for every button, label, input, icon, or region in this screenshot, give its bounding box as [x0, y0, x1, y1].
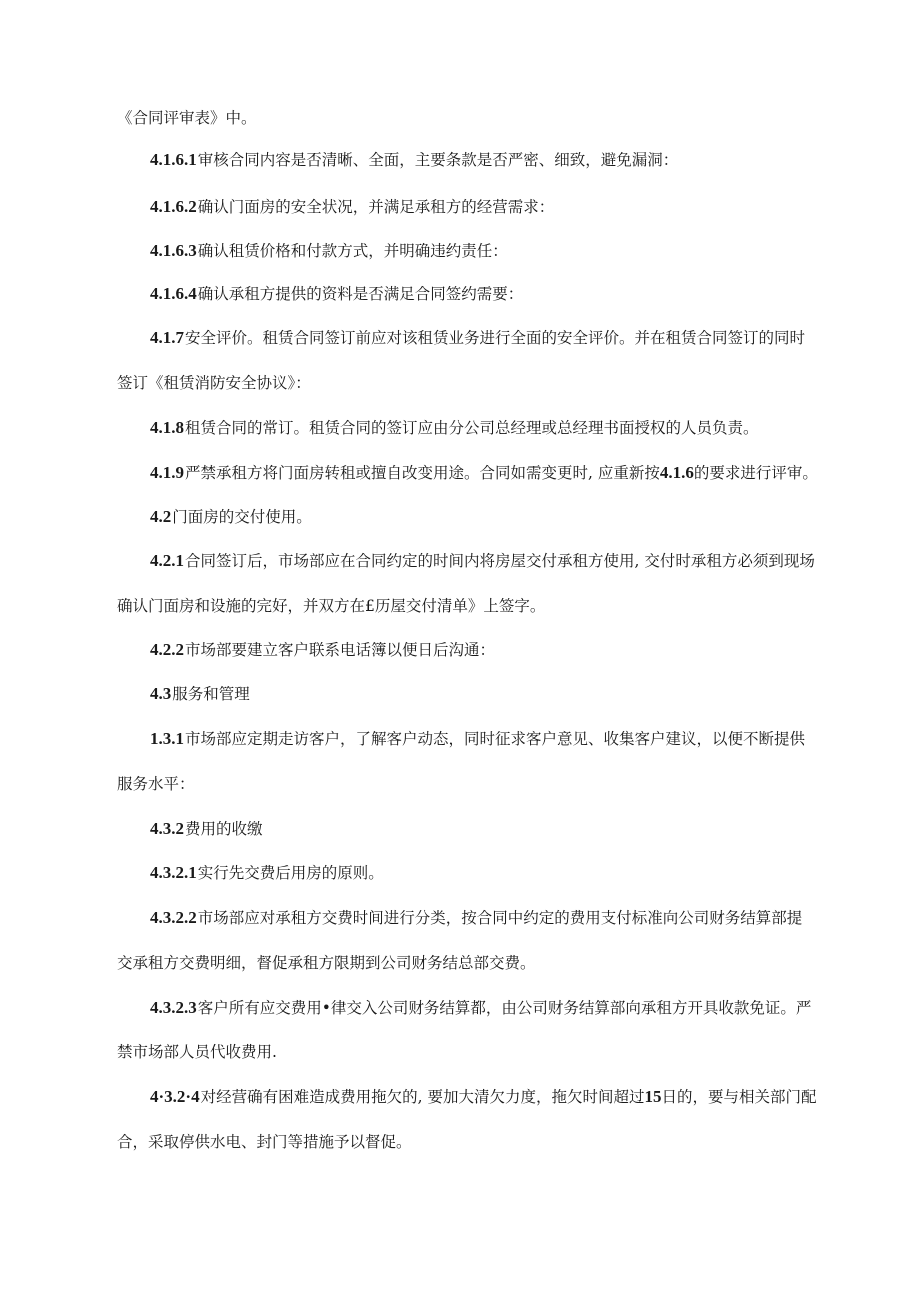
- clause-4-3-2-3-continuation: [0, 1042, 920, 1062]
- clause-4-2-2: [0, 640, 920, 660]
- clause-number: 4.1.6.4: [150, 284, 197, 303]
- clause-text: 服务和管理: [172, 685, 250, 703]
- clause-4-1-7: [0, 328, 920, 348]
- clause-number: 4.3: [150, 684, 172, 703]
- clause-number: 4.3.2: [150, 819, 184, 838]
- clause-number: 4.3.2.1: [150, 863, 197, 882]
- clause-4-3-2-4-continuation: [0, 1132, 920, 1152]
- paragraph-0: [0, 108, 920, 128]
- clause-4-1-8: [0, 418, 920, 438]
- clause-number: 4.2.2: [150, 640, 184, 659]
- clause-number: 4.3.2.3: [150, 998, 197, 1017]
- clause-text: 确认门面房的安全状况，并满足承租方的经营需求：: [197, 198, 555, 216]
- clause-number: 4·3.2·4: [150, 1087, 200, 1106]
- clause-text: 市场部应对承租方交费时间进行分类，按合同中约定的费用支付标准向公司财务结算部提: [197, 909, 803, 927]
- clause-number: 4.1.9: [150, 463, 184, 482]
- clause-number: 4.1.6.1: [150, 150, 197, 169]
- clause-text-end: 日的，要与相关部门配: [661, 1088, 817, 1106]
- clause-text-continuation: 签订《租赁消防安全协议》：: [117, 374, 311, 392]
- clause-text: 市场部应定期走访客户，了解客户动态，同时征求客户意见、收集客户建议，以便不断提供: [185, 730, 806, 748]
- clause-4-3-2-2: [0, 908, 920, 928]
- clause-text: 确认承租方提供的资料是否满足合同签约需要：: [197, 285, 524, 303]
- clause-number: 4.1.6.3: [150, 241, 197, 260]
- clause-text: 实行先交费后用房的原则。: [197, 864, 384, 882]
- clause-reference: 15: [644, 1087, 662, 1106]
- clause-4-3-2-2-continuation: [0, 953, 920, 973]
- clause-number: 4.1.8: [150, 418, 184, 437]
- clause-text: 门面房的交付使用。: [172, 508, 312, 526]
- clause-text-continuation: 服务水平：: [117, 775, 195, 793]
- clause-text: 合同签订后，市场部应在合同约定的时间内将房屋交付承租方使用, 交付时承租方必须到现场: [185, 552, 815, 570]
- clause-text: 确认租赁价格和付款方式，并明确违约责任：: [197, 242, 508, 260]
- clause-4-3-2-1: [0, 863, 920, 883]
- clause-4-1-7-continuation: [0, 373, 920, 393]
- clause-4-1-6-1: [0, 150, 920, 170]
- clause-text-continuation: 合，采取停供水电、封门等措施予以督促。: [117, 1133, 412, 1151]
- clause-text: 租赁合同的常订。租赁合同的签订应由分公司总经理或总经理书面授权的人员负责。: [185, 419, 759, 437]
- clause-4-1-6-2: [0, 197, 920, 217]
- clause-4-3-2-3: [0, 998, 920, 1018]
- clause-text-end: 的要求进行评审。: [693, 464, 818, 482]
- clause-text: 费用的收缴: [185, 820, 263, 838]
- clause-4-1-9: [0, 463, 920, 483]
- clause-text: 严禁承租方将门面房转租或擅自改变用途。合同如需变更时, 应重新按: [185, 464, 660, 482]
- clause-4-3: [0, 684, 920, 704]
- clause-number: 4.2: [150, 507, 172, 526]
- paragraph-text: 《合同评审表》中。: [117, 109, 257, 127]
- clause-text-continuation: 确认门面房和设施的完好，并双方在£历屋交付清单》上签字。: [117, 597, 546, 615]
- clause-4-3-2: [0, 819, 920, 839]
- clause-4-1-6-4: [0, 284, 920, 304]
- clause-4-1-6-3: [0, 241, 920, 261]
- clause-number: 4.1.7: [150, 328, 184, 347]
- clause-1-3-1-continuation: [0, 774, 920, 794]
- clause-4-3-2-4: [0, 1087, 920, 1107]
- clause-number: 1.3.1: [150, 729, 184, 748]
- clause-number: 4.2.1: [150, 551, 184, 570]
- clause-text: 市场部要建立客户联系电话簿以便日后沟通：: [185, 641, 496, 659]
- clause-4-2: [0, 507, 920, 527]
- clause-number: 4.1.6.2: [150, 197, 197, 216]
- clause-text-continuation: 交承租方交费明细，督促承租方限期到公司财务结总部交费。: [117, 954, 536, 972]
- clause-4-2-1-continuation: [0, 596, 920, 616]
- clause-text: 客户所有应交费用•律交入公司财务结算都，由公司财务结算部向承租方开具收款免证。严: [197, 999, 812, 1017]
- clause-text-continuation: 禁市场部人员代收费用.: [117, 1043, 277, 1061]
- clause-text: 对经营确有困难造成费用拖欠的, 要加大清欠力度，拖欠时间超过: [200, 1088, 645, 1106]
- clause-1-3-1: [0, 729, 920, 749]
- clause-text: 安全评价。租赁合同签订前应对该租赁业务进行全面的安全评价。并在租赁合同签订的同时: [185, 329, 806, 347]
- clause-number: 4.3.2.2: [150, 908, 197, 927]
- clause-reference: 4.1.6: [659, 463, 694, 482]
- clause-4-2-1: [0, 551, 920, 571]
- clause-text: 审核合同内容是否清晰、全面，主要条款是否严密、细致，避免漏洞：: [197, 151, 679, 169]
